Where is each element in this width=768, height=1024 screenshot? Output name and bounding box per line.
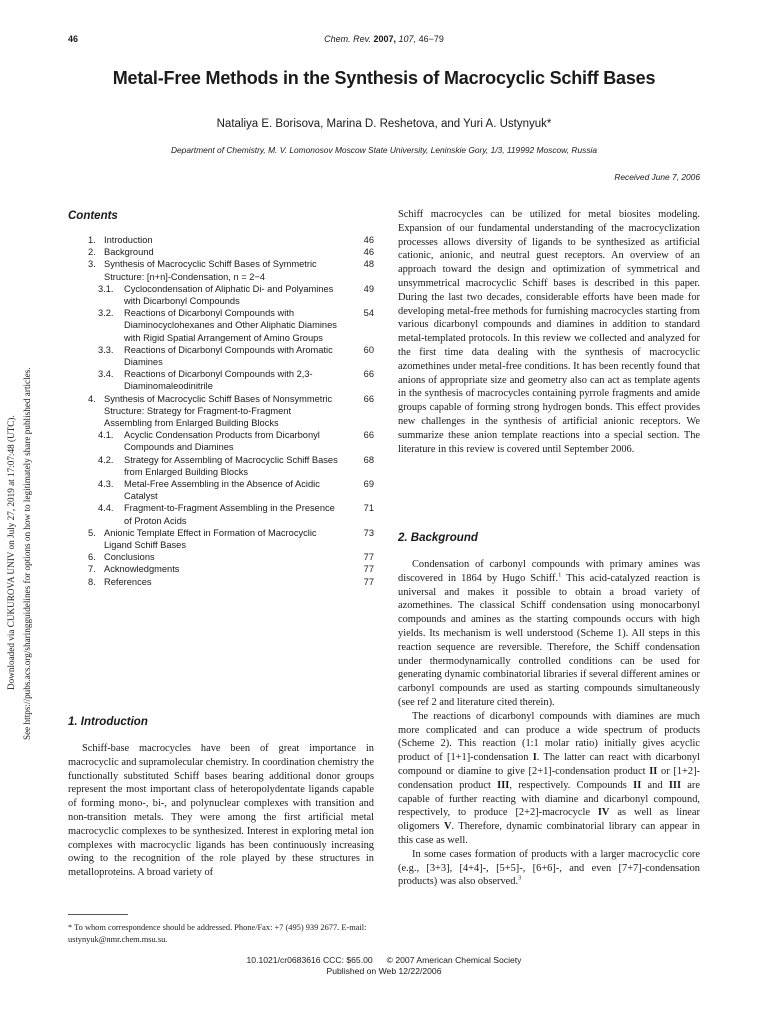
toc-item-page: 69	[363, 479, 374, 490]
published-date: Published on Web 12/22/2006	[326, 966, 442, 976]
sharing-guidelines-line[interactable]: See https://pubs.acs.org/sharingguidelines for options on how to legitimately share published articles.	[22, 367, 32, 740]
toc-item-page: 66	[363, 430, 374, 441]
toc-item[interactable]	[88, 551, 374, 563]
toc-item-page: 46	[363, 235, 374, 245]
toc-item[interactable]	[88, 368, 374, 392]
background-paragraph-2: The reactions of dicarbonyl compounds with diamines are much more complicated and can produce a wide spectrum of products (Scheme 2). This reaction (1:1 molar ratio) initially gives acyclic product of [1+1]-condensation I. The latter can react with dicarbonyl compound or diamine to give [2+1]-condensation product II or [1+2]-condensation product III, respectively. Compounds II and III are capable of further reacting with diamine and dicarbonyl compound, respectively, to produce [2+2]-macrocycle IV as well as linear oligomers V. Therefore, dynamic combinatorial library can appear in this case as well.	[398, 710, 701, 846]
toc-item[interactable]	[88, 234, 374, 246]
toc-item[interactable]	[88, 283, 374, 307]
background-body	[398, 558, 700, 889]
journal-reference	[68, 34, 700, 44]
toc-item-title: Strategy for Assembling of Macrocyclic Schiff Bases from Enlarged Building Blocks	[124, 454, 338, 477]
toc-item-title: Conclusions	[104, 552, 155, 563]
toc-item[interactable]	[88, 576, 374, 588]
journal-year: 2007,	[373, 34, 397, 44]
toc-item-number: 3.2.	[98, 308, 114, 319]
article-title: Metal-Free Methods in the Synthesis of Macrocyclic Schiff Bases	[112, 68, 656, 88]
toc-item[interactable]	[88, 478, 374, 502]
toc-item-page: 77	[363, 552, 374, 563]
introduction-heading: 1. Introduction	[68, 716, 148, 728]
download-side-note	[0, 300, 40, 740]
toc-item-title: Reactions of Dicarbonyl Compounds with Aromatic Diamines	[124, 344, 333, 368]
toc-item[interactable]	[88, 563, 374, 575]
toc-item[interactable]	[88, 527, 374, 551]
toc-item-number: 4.4.	[98, 503, 114, 514]
toc-item-number: 8.	[88, 576, 96, 587]
footnote-rule	[68, 914, 128, 915]
toc-item-page: 77	[363, 576, 374, 587]
correspondence-footnote: * To whom correspondence should be addressed. Phone/Fax: +7 (495) 939 2677. E-mail: ustynyuk@nmr.chem.msu.su.	[68, 923, 367, 944]
toc-item[interactable]	[88, 454, 374, 478]
toc-item-page: 60	[363, 344, 374, 355]
journal-pages: 46−79	[418, 34, 444, 44]
toc-item[interactable]	[88, 246, 374, 258]
toc-item-page: 49	[363, 283, 374, 294]
toc-item-number: 6.	[88, 552, 96, 563]
toc-item[interactable]	[88, 258, 374, 282]
introduction-body	[68, 742, 374, 880]
introduction-paragraph: Schiff-base macrocycles have been of great importance in macrocyclic and supramolecular chemistry. In coordination chemistry the functionally substituted Schiff bases bearing additional donor groups represent the most important class of heteropolydentate ligands capable of forming mono-, bi-, and polynuclear complexes with transition and non-transition metals. They were among the first artificial metal macrocyclic complexes to be synthesized. Interest in exploring metal ion complexes with macrocyclic ligands has been continuously increasing owing to the recognition of the role played by these structures in metalloproteins. A broad variety of	[68, 743, 374, 879]
toc-item-number: 7.	[88, 564, 96, 575]
toc-item-number: 3.3.	[98, 344, 114, 355]
toc-item-title: References	[104, 576, 152, 587]
toc-item[interactable]	[88, 307, 374, 344]
background-heading: 2. Background	[398, 532, 478, 544]
toc-item-page: 68	[363, 454, 374, 465]
toc-item-title: Reactions of Dicarbonyl Compounds with 2,3-Diaminomaleodinitrile	[124, 369, 313, 392]
toc-item-title: Introduction	[104, 235, 153, 245]
toc-item-title: Synthesis of Macrocyclic Schiff Bases of Symmetric Structure: [n+n]-Condensation, n = 2−4	[104, 259, 317, 282]
toc-item-page: 54	[363, 308, 374, 319]
toc-item-title: Anionic Template Effect in Formation of Macrocyclic Ligand Schiff Bases	[104, 527, 317, 551]
affiliation: Department of Chemistry, M. V. Lomonosov Moscow State University, Leninskie Gory, 1/3, 119992 Moscow, Russia	[170, 145, 598, 155]
toc-item-number: 3.	[88, 259, 96, 270]
toc-item-title: Cyclocondensation of Aliphatic Di- and Polyamines with Dicarbonyl Compounds	[124, 283, 334, 307]
toc-item-page: 46	[363, 247, 374, 258]
toc-item-title: Reactions of Dicarbonyl Compounds with Diaminocyclohexanes and Other Aliphatic Diamines with Rigid Spatial Arrangement of Amino Groups	[124, 308, 337, 343]
reference-1[interactable]: 1	[558, 571, 562, 579]
toc-item-page: 48	[363, 259, 374, 270]
page-footer	[40, 955, 728, 977]
page-number: 46	[68, 34, 79, 44]
toc-item-page: 66	[363, 393, 374, 404]
toc-item-number: 4.2.	[98, 454, 114, 465]
toc-item[interactable]	[88, 502, 374, 526]
toc-item-number: 4.3.	[98, 479, 114, 490]
toc-item-number: 3.4.	[98, 369, 114, 380]
introduction-continued: Schiff macrocycles can be utilized for metal biosites modeling. Expansion of our fundamental understanding of the macrocyclization processes allows diversity of ligands to be synthesized as artificial cationic, anionic, and neutral guest receptors. An overview of an approach toward the design and optimization of symmetrical and unsymmetrical macrocyclic Schiff bases is described in this paper. During the last two decades, considerable efforts have been made for developing metal-free methods for furnishing macrocycles starting from various dicarbonyl compounds and diamines in addition to standard metal-templated protocols. In this review we collected and analyzed for the first time data dealing with the synthesis of macrocyclic azomethines under metal-free conditions. It has been recently found that anions of appropriate size and geometry also can act as template agents in the synthesis of macrocycles containing pyrrole fragments and amide groups capable of forming strong hydrogen bonds. This effect provides new challenges in the synthesis of artificial anionic receptors. We summarize these anion template reactions into a special section. The literature in this review is covered until September 2006.	[398, 209, 700, 455]
running-header	[68, 34, 700, 48]
copyright: © 2007 American Chemical Society	[386, 955, 522, 965]
toc-item[interactable]	[88, 344, 374, 368]
download-line: Downloaded via CUKUROVA UNIV on July 27, 2019 at 17:07:48 (UTC).	[6, 415, 16, 690]
toc-item-title: Background	[104, 247, 154, 258]
received-date: Received June 7, 2006	[614, 172, 700, 182]
toc-item-title: Acknowledgments	[104, 564, 180, 575]
toc-item-number: 3.1.	[98, 283, 114, 294]
toc-item-title: Metal-Free Assembling in the Absence of Acidic Catalyst	[124, 479, 320, 502]
toc-item-page: 77	[363, 564, 374, 575]
toc-item-number: 2.	[88, 247, 96, 258]
footer-doi-line	[40, 955, 728, 966]
author-list: Nataliya E. Borisova, Marina D. Reshetova, and Yuri A. Ustynyuk*	[216, 118, 552, 130]
journal-volume: 107,	[398, 34, 417, 44]
toc-item-number: 1.	[88, 235, 96, 245]
toc-item-page: 71	[363, 503, 374, 514]
background-paragraph-3: In some cases formation of products with a larger macrocyclic core (e.g., [3+3], [4+4]-, [5+5]-, [6+6]-, and even [7+7]-condensation products) was also observed.$^3$	[398, 848, 700, 888]
toc-item[interactable]	[88, 429, 374, 453]
journal-name: Chem. Rev.	[324, 34, 371, 44]
doi-price: 10.1021/cr0683616 CCC: $65.00	[246, 955, 373, 965]
toc-item-number: 5.	[88, 527, 96, 538]
contents-heading: Contents	[68, 210, 118, 222]
toc-item-number: 4.	[88, 393, 96, 404]
background-paragraph-1: Condensation of carbonyl compounds with primary amines was discovered in 1864 by Hugo Schiff.$^1$ This acid-catalyzed reaction is universal and makes it possible to obtain a broad variety of azomethines. The classical Schiff condensation using monocarbonyl compounds and amines as the starting compounds occurs with high yields. Its mechanism is well understood (Scheme 1). All steps in this reaction sequence are reversible. Therefore, the Schiff condensation under thermodynamically controlled conditions can be used for generating dynamic combinatorial libraries if several different amines or carbonyl compounds are used as starting compounds simultaneously (see ref 2 and literature cited therein).	[398, 559, 700, 708]
toc-item-title: Fragment-to-Fragment Assembling in the Presence of Proton Acids	[124, 503, 335, 526]
toc-item[interactable]	[88, 393, 374, 430]
toc-item-title: Acyclic Condensation Products from Dicarbonyl Compounds and Diamines	[124, 430, 320, 453]
reference-3[interactable]: 3	[518, 874, 522, 882]
toc-item-number: 4.1.	[98, 430, 114, 441]
table-of-contents	[88, 234, 374, 588]
toc-item-page: 66	[363, 369, 374, 380]
toc-item-title: Synthesis of Macrocyclic Schiff Bases of Nonsymmetric Structure: Strategy for Fragment-to-Fragment Assembling from Enlarged Building Blocks	[104, 393, 333, 429]
toc-item-page: 73	[363, 527, 374, 538]
